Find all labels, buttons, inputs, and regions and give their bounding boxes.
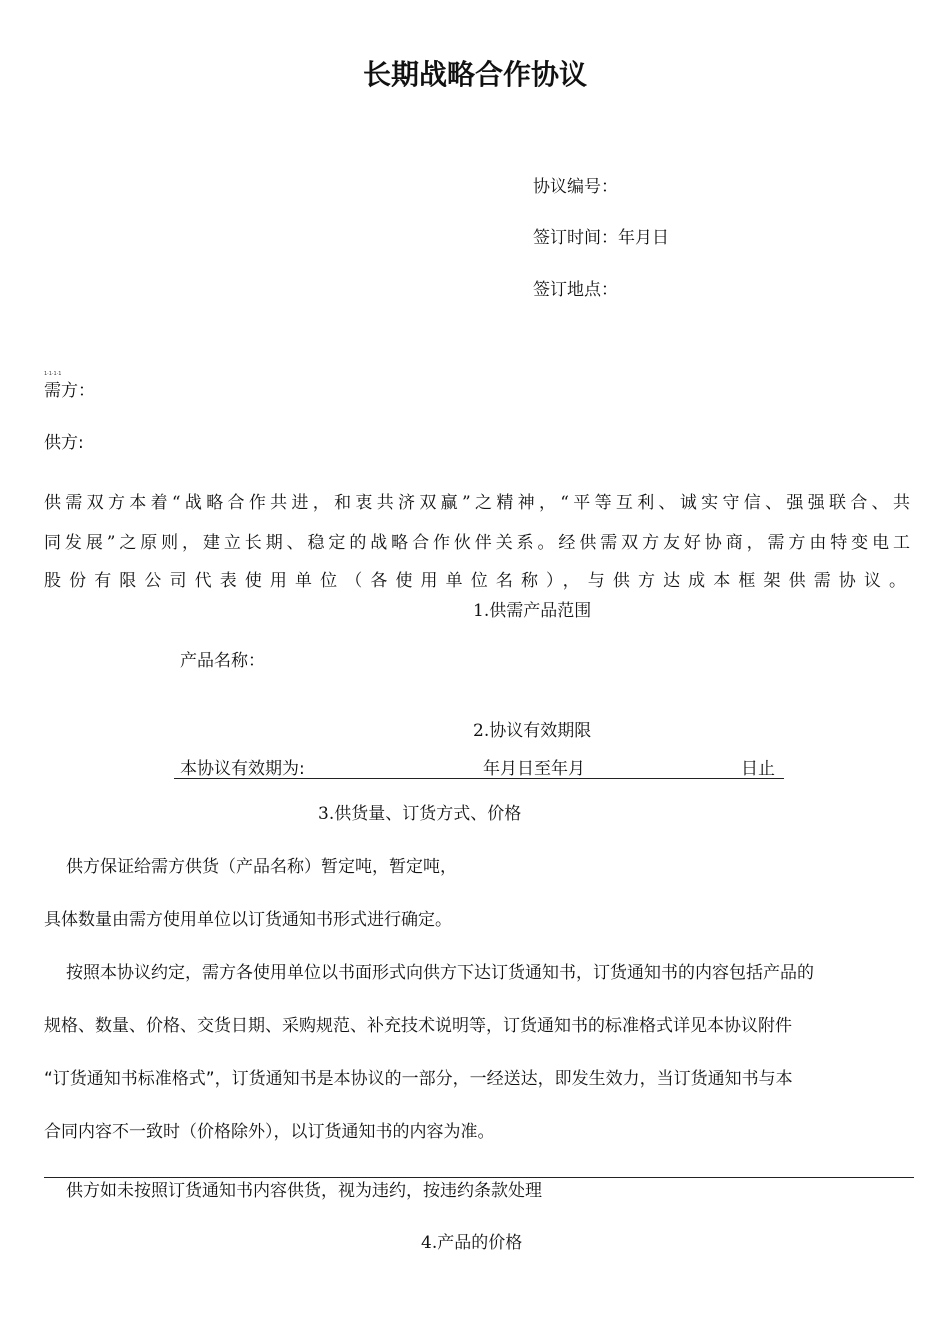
product-name-label: 产品名称：: [180, 651, 265, 671]
order-paragraph-line-4: 合同内容不一致时（价格除外），以订货通知书的内容为准。: [44, 1122, 495, 1142]
signing-date-label: 签订时间：年月日: [533, 228, 669, 248]
section-divider: [44, 1177, 914, 1178]
validity-end: 日止: [741, 759, 775, 779]
intro-line-2: 同发展”之原则，建立长期、稳定的战略合作伙伴关系。经供需双方友好协商，需方由特变电工: [44, 533, 910, 553]
document-title: 长期战略合作协议: [362, 58, 587, 91]
breach-clause-text: 供方如未按照订货通知书内容供货，视为违约，按违约条款处理: [66, 1181, 542, 1201]
intro-line-3: 股份有限公司代表使用单位（各使用单位名称），与供方达成本框架供需协议。: [44, 571, 910, 591]
section-4-heading: 4.产品的价格: [421, 1233, 523, 1253]
section-3-heading: 3.供货量、订货方式、价格: [318, 804, 522, 824]
intro-line-1: 供需双方本着“战略合作共进，和衷共济双赢”之精神，“平等互利、诚实守信、强强联合、共: [44, 493, 910, 513]
agreement-number-label: 协议编号：: [533, 177, 618, 197]
demand-party-label: 需方：: [44, 381, 95, 401]
validity-range: 年月日至年月: [483, 759, 585, 779]
validity-label: 本协议有效期为:: [180, 759, 305, 779]
tiny-mark: 1·1·1·1: [44, 371, 62, 377]
quantity-confirmation-text: 具体数量由需方使用单位以订货通知书形式进行确定。: [44, 910, 452, 930]
signing-place-label: 签订地点：: [533, 280, 618, 300]
validity-underline: [174, 778, 784, 779]
section-2-heading: 2.协议有效期限: [473, 721, 592, 741]
supply-party-label: 供方:: [44, 433, 84, 453]
section-1-heading: 1.供需产品范围: [473, 601, 592, 621]
order-paragraph-line-2: 规格、数量、价格、交货日期、采购规范、补充技术说明等，订货通知书的标准格式详见本协议附件: [44, 1016, 792, 1036]
supply-guarantee-text: 供方保证给需方供货（产品名称）暂定吨，暂定吨，: [66, 857, 457, 877]
order-paragraph-line-3: “订货通知书标准格式”，订货通知书是本协议的一部分，一经送达，即发生效力，当订货通知书与本: [44, 1069, 793, 1089]
order-paragraph-line-1: 按照本协议约定，需方各使用单位以书面形式向供方下达订货通知书，订货通知书的内容包括产品的: [66, 963, 814, 983]
